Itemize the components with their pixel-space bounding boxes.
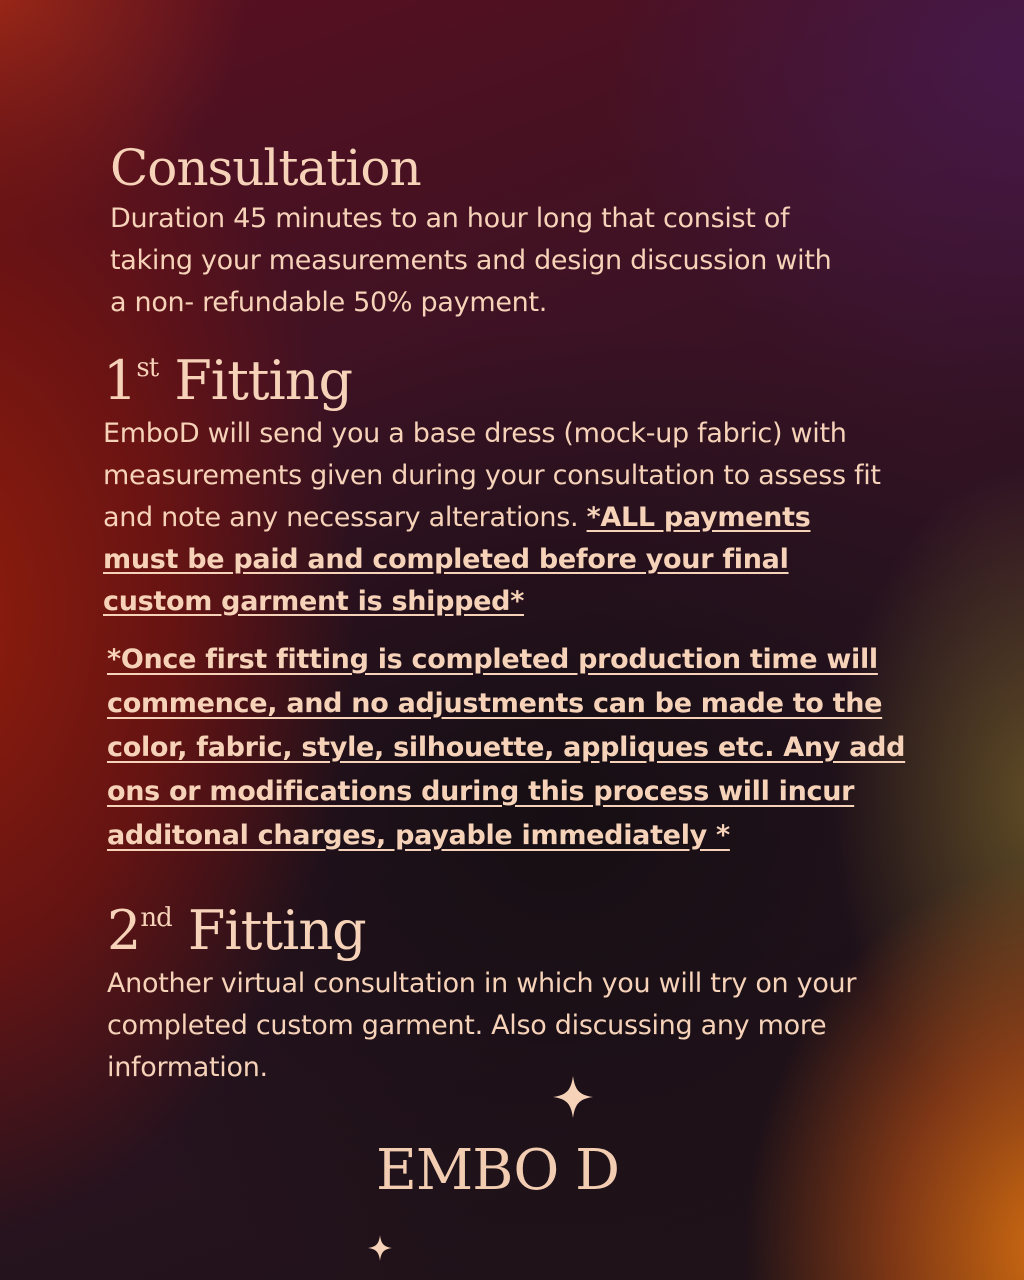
consultation-section	[110, 138, 870, 324]
production-notice-text: *Once first fitting is completed production time will commence, and no adjustments can be made to the color, fabric, style, silhouette, appliques etc. Any add ons or modifications during this process will incur additonal charges, payable immediately *	[107, 644, 906, 851]
second-fitting-title	[107, 890, 897, 963]
first-fitting-word: Fitting	[174, 349, 353, 412]
sparkle-icon	[553, 1076, 593, 1118]
production-notice	[107, 638, 927, 858]
first-fitting-description: EmboD will send you a base dress (mock-up fabric) with measurements given during your consultation to assess fit and note any necessary alterations.	[103, 418, 881, 533]
brand-logo: EMBO D	[376, 1138, 620, 1203]
second-fitting-ordinal: nd	[140, 903, 172, 933]
first-fitting-section	[103, 340, 903, 623]
second-fitting-text: Another virtual consultation in which you will try on your completed custom garment. Also discussing any more information.	[107, 968, 857, 1083]
second-fitting-word: Fitting	[187, 899, 366, 962]
consultation-text: Duration 45 minutes to an hour long that consist of taking your measurements and design discussion with a non- refundable 50% payment.	[110, 203, 832, 318]
first-fitting-title	[103, 340, 903, 413]
first-fitting-number: 1	[103, 349, 137, 412]
payment-emphasis: *ALL payments must be paid and completed before your final custom garment is shipped*	[103, 502, 811, 617]
first-fitting-ordinal: st	[136, 353, 159, 383]
first-fitting-text	[103, 413, 893, 623]
consultation-title: Consultation	[110, 139, 421, 197]
second-fitting-section	[107, 890, 897, 1089]
small-sparkle-icon	[368, 1235, 392, 1261]
second-fitting-number: 2	[107, 899, 141, 962]
